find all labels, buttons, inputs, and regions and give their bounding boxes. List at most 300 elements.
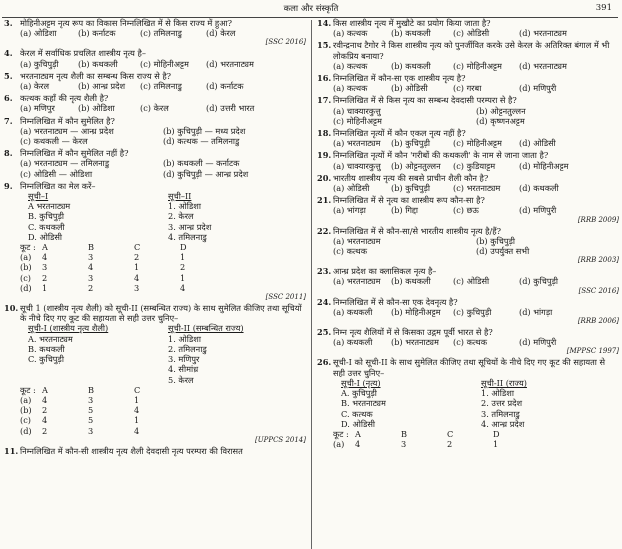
question-number: 24.	[317, 296, 332, 307]
option-a: (a) ओडिशा	[20, 28, 57, 39]
code-cell: (d)	[20, 425, 32, 436]
question-q25	[317, 327, 619, 355]
code-row	[20, 252, 306, 262]
question-text: कत्थक कहाँ की नृत्य शैली है?	[20, 93, 109, 104]
question-header	[4, 116, 306, 126]
question-header	[317, 195, 619, 205]
option-d: (d) भरतनाट्यम	[519, 60, 567, 71]
option-b: (b) कथकली	[391, 60, 431, 71]
question-header	[4, 303, 306, 323]
list1-item: B. कुचिपुड़ी	[28, 211, 64, 222]
code-cell: 2	[42, 425, 48, 436]
option-d: (d) कत्थक — तमिलनाडु	[163, 136, 240, 147]
list1-item: C. कत्थक	[341, 408, 373, 419]
option-a: (a) चाक्यारकुत्तु	[333, 160, 381, 171]
question-q24	[317, 297, 619, 325]
code-row	[20, 405, 306, 415]
option-d: (d) कुचिपुड़ी	[519, 276, 558, 287]
option-d: (d) भरतनाट्यम	[519, 28, 567, 39]
question-q22	[317, 226, 619, 265]
list2-item: 4. सीमांध्र	[168, 364, 199, 375]
code-cell: 4	[355, 439, 361, 450]
chapter-title: कला और संस्कृति	[283, 4, 339, 14]
question-number: 20.	[317, 172, 332, 183]
options	[317, 83, 619, 93]
code-cell: 4	[180, 282, 186, 293]
option-a: (a) कत्थक	[333, 60, 368, 71]
code-head-cell: C	[447, 428, 454, 439]
question-q26	[317, 357, 619, 449]
code-cell: 4	[42, 252, 48, 263]
option-b: (b) गिद्दा	[391, 205, 419, 216]
code-cell: 1	[134, 262, 140, 273]
option-d: (d) उत्तरी भारत	[206, 103, 255, 114]
list1-item: D. ओडिसी	[341, 418, 376, 429]
list1-item: A भरतनाट्यम	[28, 201, 71, 212]
option-c: (c) कत्थक	[453, 337, 488, 348]
code-cell: 1	[134, 415, 140, 426]
question-text: मोहिनीअट्टम नृत्य रूप का विकास निम्नलिखित में से किस राज्य में हुआ?	[20, 18, 233, 28]
option-b: (b) कथकली	[391, 276, 431, 287]
list2-item: 1. ओडिशा	[481, 388, 514, 399]
option-b: (b) कथकली	[391, 28, 431, 39]
options	[4, 126, 306, 146]
code-table	[4, 385, 306, 436]
question-source: [RRB 2003]	[577, 256, 619, 265]
match-lists	[4, 191, 306, 242]
question-q15	[317, 40, 619, 71]
list1-title: सूची-I (शास्त्रीय नृत्य शैली)	[28, 323, 109, 334]
question-q6	[4, 93, 306, 113]
code-cell: 4	[88, 262, 94, 273]
code-cell: 3	[88, 272, 94, 283]
code-head-cell: B	[401, 428, 408, 439]
option-d: (d) ओडिसी	[519, 138, 556, 149]
question-number: 6.	[4, 93, 13, 104]
code-cell: 2	[447, 439, 453, 450]
question-text: किस शास्त्रीय नृत्य में मुखौटे का प्रयोग किया जाता है?	[333, 18, 491, 28]
question-q9	[4, 181, 306, 301]
option-c: (c) ओडिसी	[453, 28, 490, 39]
question-number: 23.	[317, 266, 332, 277]
question-text: निम्नलिखित में से कौन-सा एक देवनृत्य है?	[333, 296, 458, 307]
option-d: (d) मणिपुरी	[519, 205, 557, 216]
list1-item: B. कथकली	[28, 343, 65, 354]
question-text: निम्नलिखित में कौन-सी शास्त्रीय नृत्य शैली देवदासी नृत्य परम्परा की विरासत	[20, 445, 243, 456]
code-table	[317, 429, 619, 449]
options	[4, 81, 306, 91]
options	[4, 59, 306, 69]
option-c: (c) कुचिपुड़ी	[453, 306, 492, 317]
question-header	[4, 18, 306, 28]
question-text: भरतनाट्यम नृत्य शैली का सम्बन्ध किस राज्य से है?	[20, 70, 172, 81]
question-q11	[4, 446, 306, 456]
code-head-cell	[180, 385, 210, 395]
question-number: 21.	[317, 195, 332, 206]
code-row	[20, 273, 306, 283]
options	[317, 183, 619, 193]
code-head-row	[20, 385, 306, 395]
option-b: (b) कथकली — कर्नाटक	[163, 158, 240, 169]
options	[317, 205, 619, 215]
list2-item: 2. तमिलनाडु	[168, 343, 207, 354]
option-a: (a) भरतनाट्यम	[333, 276, 381, 287]
question-q14	[317, 18, 619, 38]
option-c: (c) कथकली — केरल	[20, 136, 88, 147]
question-header	[317, 128, 619, 138]
match-lists	[4, 323, 306, 384]
question-header	[4, 93, 306, 103]
question-header	[317, 266, 619, 276]
option-d: (d) भांगड़ा	[519, 306, 553, 317]
question-header	[317, 18, 619, 28]
code-head-cell: B	[88, 242, 95, 253]
option-a: (a) भरतनाट्यम — तमिलनाडु	[20, 158, 110, 169]
option-c: (c) कुडियाट्टम	[453, 160, 496, 171]
question-number: 25.	[317, 327, 332, 338]
question-text: निम्न नृत्य शैलियों में से किसका उद्गम पूर्वी भारत से है?	[333, 327, 493, 338]
code-cell: 4	[134, 425, 140, 436]
question-text: निम्नलिखित में से किस नृत्य का सम्बन्ध देवदासी परम्परा से है?	[333, 95, 517, 106]
question-source: [SSC 2016]	[265, 38, 306, 47]
question-number: 7.	[4, 115, 13, 126]
page-header	[0, 0, 622, 17]
code-head-row	[333, 429, 619, 439]
question-q4	[4, 48, 306, 68]
code-row	[20, 415, 306, 425]
code-cell: (a)	[20, 394, 32, 405]
options	[317, 337, 619, 347]
option-b: (b) ओडिसी	[391, 83, 428, 94]
question-q19	[317, 150, 619, 170]
question-number: 15.	[317, 40, 332, 51]
code-cell: 1	[134, 394, 140, 405]
code-cell: 2	[88, 282, 94, 293]
code-cell: 4	[42, 394, 48, 405]
option-c: (c) मोहिनीअट्टम	[453, 60, 502, 71]
list1-item: B. भरतनाट्यम	[341, 398, 386, 409]
question-source: [SSC 2011]	[265, 293, 306, 302]
option-c: (c) गरबा	[453, 83, 482, 94]
question-header	[317, 226, 619, 236]
code-cell: 3	[401, 439, 407, 450]
list1-item: A. भरतनाट्यम	[28, 333, 73, 344]
question-text: निम्नलिखित में से नृत्य का शास्त्रीय रूप कौन-सा है?	[333, 195, 485, 206]
question-number: 14.	[317, 18, 332, 28]
code-cell: 3	[42, 262, 48, 273]
list1-title: सूची–I	[28, 191, 49, 202]
question-number: 16.	[317, 73, 332, 84]
column-divider	[311, 20, 312, 549]
option-a: (a) मणिपुर	[20, 103, 55, 114]
code-head-cell: A	[42, 242, 48, 253]
question-number: 22.	[317, 225, 332, 236]
code-head-cell: कूट :	[20, 242, 36, 253]
question-q5	[4, 71, 306, 91]
option-a: (a) कत्थक	[333, 28, 368, 39]
list2-item: 1. ओडिशा	[168, 201, 201, 212]
list2-item: 3. मणिपुर	[168, 354, 200, 365]
code-cell: 2	[42, 405, 48, 416]
list1-item: D. ओडिसी	[28, 231, 63, 242]
code-cell: (c)	[20, 415, 31, 426]
page-number: 391	[595, 3, 612, 13]
option-b: (b) कर्नाटक	[78, 28, 116, 39]
question-text: निम्नलिखित का मेल करें–	[20, 180, 96, 191]
code-row	[20, 283, 306, 293]
match-lists	[317, 378, 619, 429]
code-cell: 1	[180, 272, 186, 283]
question-source: [SSC 2016]	[578, 286, 619, 295]
list1-item: A. कुचिपुड़ी	[341, 388, 377, 399]
question-q17	[317, 95, 619, 126]
options	[317, 106, 619, 126]
option-b: (b) कुचिपुड़ी	[391, 183, 430, 194]
option-b: (b) कुचिपुड़ी	[476, 235, 515, 246]
question-text: भारतीय शास्त्रीय नृत्य की सबसे प्राचीन शैली कौन है?	[333, 172, 489, 183]
question-source: [UPPCS 2014]	[255, 435, 306, 444]
option-d: (d) उपर्युक्त सभी	[476, 246, 530, 257]
question-q20	[317, 173, 619, 193]
option-b: (b) ओडिशा	[78, 103, 115, 114]
question-header	[4, 446, 306, 456]
option-c: (c) छऊ	[453, 205, 479, 216]
code-cell	[180, 426, 210, 436]
code-head-cell: कूट :	[20, 384, 36, 395]
code-cell: (b)	[20, 405, 32, 416]
code-cell: 1	[42, 282, 48, 293]
code-cell: 3	[134, 282, 140, 293]
question-number: 4.	[4, 48, 13, 59]
option-a: (a) कत्थक	[333, 83, 368, 94]
option-b: (b) कथकली	[78, 58, 118, 69]
option-d: (d) कर्नाटक	[206, 81, 244, 92]
option-b: (b) ओट्टनतुल्लन	[476, 105, 526, 116]
code-row	[20, 395, 306, 405]
option-c: (c) केरल	[140, 103, 169, 114]
list1-item	[28, 375, 168, 385]
code-cell: 1	[180, 252, 186, 263]
option-d: (d) मणिपुरी	[519, 337, 557, 348]
option-c: (c) भरतनाट्यम	[453, 183, 501, 194]
code-cell: (a)	[20, 252, 32, 263]
question-number: 26.	[317, 357, 332, 368]
list1-item	[28, 364, 168, 374]
option-a: (a) केरल	[20, 81, 50, 92]
question-number: 10.	[4, 303, 19, 314]
list1-item: C. कुचिपुड़ी	[28, 354, 64, 365]
option-d: (d) कुचिपुड़ी — आन्ध्र प्रदेश	[163, 168, 249, 179]
option-c: (c) तमिलनाडु	[140, 81, 182, 92]
list2-item: 3. आन्ध्र प्रदेश	[168, 221, 212, 232]
list2-item: 4. आन्ध्र प्रदेश	[481, 418, 525, 429]
question-text: निम्नलिखित नृत्यों में कौन एकल नृत्य नहीं है?	[333, 128, 466, 139]
option-b: (b) आन्ध्र प्रदेश	[78, 81, 126, 92]
option-b: (b) कुचिपुड़ी — मध्य प्रदेश	[163, 125, 246, 136]
question-source: [RRB 2006]	[577, 317, 619, 326]
list1-item: C. कथकली	[28, 221, 65, 232]
code-cell: 3	[88, 425, 94, 436]
option-b: (b) ओट्टनतुल्लन	[391, 160, 441, 171]
question-q8	[4, 148, 306, 179]
code-cell: 5	[88, 415, 94, 426]
code-cell: 3	[88, 394, 94, 405]
list2-title: सूची-II (राज्य)	[481, 377, 527, 388]
question-header	[317, 95, 619, 105]
code-cell	[180, 395, 210, 405]
code-cell: 1	[493, 439, 499, 450]
code-cell	[180, 405, 210, 415]
question-header	[4, 48, 306, 58]
question-text: निम्नलिखित में कौन-सा एक शास्त्रीय नृत्य है?	[333, 73, 466, 84]
option-c: (c) ओडिसी — ओडिशा	[20, 168, 93, 179]
code-cell: 5	[88, 405, 94, 416]
code-cell: (b)	[20, 262, 32, 273]
option-d: (d) कथकली	[519, 183, 559, 194]
option-c: (c) मोहिनीअट्टम	[333, 115, 382, 126]
list2-item: 5. केरल	[168, 374, 194, 385]
options	[317, 161, 619, 171]
options	[317, 28, 619, 38]
code-head-cell: C	[134, 384, 141, 395]
options	[317, 276, 619, 286]
code-cell	[180, 415, 210, 425]
code-cell: 2	[42, 272, 48, 283]
question-source: [RRB 2009]	[577, 215, 619, 224]
code-head-cell: कूट :	[333, 428, 349, 439]
question-q16	[317, 73, 619, 93]
question-source: [MPPSC 1997]	[566, 347, 619, 356]
list2-title: सूची-II (सम्बन्धित राज्य)	[168, 323, 244, 334]
code-table	[4, 242, 306, 293]
question-number: 17.	[317, 95, 332, 106]
option-b: (b) मोहिनीअट्टम	[391, 306, 441, 317]
question-q7	[4, 116, 306, 147]
option-d: (d) कृष्णनअट्टम	[476, 115, 525, 126]
option-a: (a) चाक्यारकुत्तु	[333, 105, 381, 116]
question-q3	[4, 18, 306, 46]
question-header	[4, 181, 306, 191]
options	[317, 61, 619, 71]
option-a: (a) कुचिपुड़ी	[20, 58, 59, 69]
question-text: निम्नलिखित नृत्यों में कौन 'गरीबों की कथकली' के नाम से जाना जाता है?	[333, 150, 549, 161]
question-header	[317, 40, 619, 60]
code-head-cell: C	[134, 242, 141, 253]
code-row	[20, 426, 306, 436]
option-a: (a) ओडिसी	[333, 183, 370, 194]
options	[317, 307, 619, 317]
question-number: 5.	[4, 70, 13, 81]
code-cell: (d)	[20, 282, 32, 293]
right-column	[317, 18, 619, 451]
code-head-cell: A	[42, 384, 48, 395]
option-c: (c) ओडिसी	[453, 276, 490, 287]
question-text: सूची-I को सूची-II के साथ सुमेलित कीजिए तथा सूचियों के नीचे दिए गए कूट की सहायता से सही उत्तर चुनिए–	[333, 357, 605, 378]
option-d: (d) भरतनाट्यम	[206, 58, 254, 69]
option-a: (a) भरतनाट्यम	[333, 235, 381, 246]
code-row	[333, 439, 619, 449]
list1-title: सूची-I (नृत्य)	[341, 377, 381, 388]
question-number: 11.	[4, 445, 19, 456]
options	[4, 28, 306, 38]
question-header	[317, 297, 619, 307]
option-b: (b) कुचिपुड़ी	[391, 138, 430, 149]
question-header	[4, 71, 306, 81]
option-a: (a) भरतनाट्यम — आन्ध्र प्रदेश	[20, 125, 114, 136]
option-a: (a) कथकली	[333, 337, 373, 348]
list2-title: सूची–II	[168, 191, 192, 202]
question-text: आन्ध्र प्रदेश का क्लासिकल नृत्य है–	[333, 266, 437, 277]
list2-item: 4. तमिलनाडु	[168, 231, 207, 242]
code-head-cell: B	[88, 384, 95, 395]
code-head-row	[20, 242, 306, 252]
question-number: 9.	[4, 180, 13, 191]
code-row	[20, 262, 306, 272]
options	[317, 138, 619, 148]
question-number: 19.	[317, 150, 332, 161]
option-a: (a) कथकली	[333, 306, 373, 317]
left-column	[4, 18, 306, 458]
question-q10	[4, 303, 306, 444]
question-q21	[317, 195, 619, 223]
question-header	[317, 357, 619, 377]
code-cell: 3	[88, 252, 94, 263]
option-b: (b) भरतनाट्यम	[391, 337, 439, 348]
list2-item: 2. केरल	[168, 211, 194, 222]
code-cell: 4	[134, 405, 140, 416]
question-text: निम्नलिखित में कौन सुमेलित नहीं है?	[20, 148, 129, 159]
question-number: 18.	[317, 128, 332, 139]
question-number: 3.	[4, 18, 13, 28]
option-c: (c) कत्थक	[333, 246, 368, 257]
code-cell: 4	[42, 415, 48, 426]
code-cell: 4	[134, 272, 140, 283]
option-d: (d) केरल	[206, 28, 236, 39]
options	[4, 103, 306, 113]
question-q18	[317, 128, 619, 148]
code-cell: 2	[180, 262, 186, 273]
options	[317, 236, 619, 256]
code-cell: (c)	[20, 272, 31, 283]
list2-item: 3. तमिलनाडु	[481, 408, 520, 419]
question-text: रवीन्द्रनाथ टैगोर ने किस शास्त्रीय नृत्य को पुनर्जीवित करके उसे केरल के अतिरिक्त बंगाल में भी लोकप्रिय बनाया?	[333, 40, 610, 61]
code-head-cell: A	[355, 428, 361, 439]
question-text: केरल में सर्वाधिक प्रचलित शास्त्रीय नृत्य है–	[20, 48, 146, 59]
option-d: (d) मणिपुरी	[519, 83, 557, 94]
options	[4, 158, 306, 178]
list2-item: 1. ओडिशा	[168, 333, 201, 344]
code-cell: (a)	[333, 439, 345, 450]
option-a: (a) भरतनाट्यम	[333, 138, 381, 149]
question-header	[317, 173, 619, 183]
option-a: (a) भांगड़ा	[333, 205, 366, 216]
question-header	[317, 150, 619, 160]
option-c: (c) मोहिनीअट्टम	[140, 58, 189, 69]
code-cell: 2	[134, 252, 140, 263]
question-number: 8.	[4, 148, 13, 159]
question-q23	[317, 266, 619, 294]
question-text: निम्नलिखित में से कौन-सा/से भारतीय शास्त्रीय नृत्य है/हैं?	[333, 225, 501, 236]
question-header	[4, 148, 306, 158]
code-head-cell: D	[493, 428, 500, 439]
option-d: (d) मोहिनीअट्टम	[519, 160, 569, 171]
option-c: (c) मोहिनीअट्टम	[453, 138, 502, 149]
option-c: (c) तमिलनाडु	[140, 28, 182, 39]
list2-item: 2. उत्तर प्रदेश	[481, 398, 523, 409]
question-header	[317, 327, 619, 337]
question-text: निम्नलिखित में कौन सुमेलित है?	[20, 115, 115, 126]
question-header	[317, 73, 619, 83]
